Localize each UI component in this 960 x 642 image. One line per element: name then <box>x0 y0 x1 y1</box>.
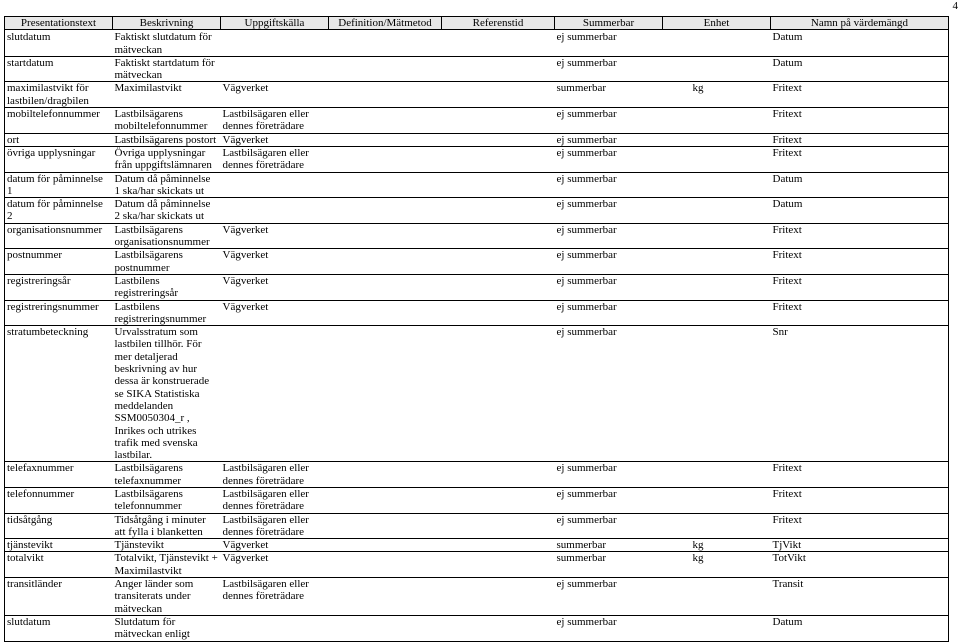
table-row <box>5 56 949 82</box>
cell-summerbar: ej summerbar <box>556 223 617 236</box>
cell-summerbar: ej summerbar <box>556 198 617 211</box>
cell-definition <box>329 539 442 552</box>
table-row <box>5 223 949 249</box>
cell-referenstid <box>442 146 555 172</box>
cell-definition <box>329 578 442 616</box>
cell-enhet <box>663 133 771 146</box>
cell-namn-pa-vardemangd: Fritext <box>771 513 949 539</box>
cell-enhet <box>663 198 771 224</box>
cell-uppgiftskalla <box>221 172 329 198</box>
cell-enhet <box>663 462 771 488</box>
cell-presentationstext: slutdatum <box>5 30 113 57</box>
header-referenstid: Referenstid <box>442 17 555 30</box>
cell-namn-pa-vardemangd: TotVikt <box>771 552 949 578</box>
cell-enhet <box>663 487 771 513</box>
cell-uppgiftskalla: Vägverket <box>222 82 269 95</box>
cell-uppgiftskalla <box>221 30 329 57</box>
cell-summerbar: ej summerbar <box>556 172 617 185</box>
cell-enhet <box>663 274 771 300</box>
cell-definition <box>329 487 442 513</box>
cell-referenstid <box>442 172 555 198</box>
cell-namn-pa-vardemangd: Fritext <box>771 300 949 326</box>
cell-presentationstext: telefaxnummer <box>5 462 113 488</box>
cell-uppgiftskalla <box>221 326 329 462</box>
cell-summerbar: summerbar <box>556 82 606 95</box>
cell-namn-pa-vardemangd: Fritext <box>771 249 949 275</box>
cell-namn-pa-vardemangd: Fritext <box>771 108 949 134</box>
cell-summerbar: ej summerbar <box>556 108 617 121</box>
cell-presentationstext: datum för påminnelse 2 <box>5 198 113 224</box>
cell-enhet <box>663 56 771 82</box>
cell-uppgiftskalla <box>221 615 329 641</box>
cell-presentationstext: stratumbeteckning <box>5 326 113 462</box>
cell-beskrivning: Faktiskt startdatum för mätveckan <box>114 56 215 82</box>
cell-referenstid <box>442 198 555 224</box>
cell-namn-pa-vardemangd: Datum <box>771 198 949 224</box>
cell-uppgiftskalla: Vägverket <box>222 539 269 552</box>
cell-uppgiftskalla <box>221 56 329 82</box>
cell-uppgiftskalla <box>221 198 329 224</box>
cell-enhet <box>663 249 771 275</box>
cell-referenstid <box>442 487 555 513</box>
cell-uppgiftskalla: Lastbilsägaren eller dennes företrädare <box>222 578 309 603</box>
cell-beskrivning: Faktiskt slutdatum för mätveckan <box>114 31 212 56</box>
cell-presentationstext: startdatum <box>5 56 113 82</box>
cell-beskrivning: Slutdatum för mätveckan enligt <box>114 615 190 641</box>
cell-referenstid <box>442 552 555 578</box>
cell-beskrivning: Lastbilsägarens telefaxnummer <box>114 462 183 487</box>
table-row <box>5 146 949 172</box>
cell-namn-pa-vardemangd: Transit <box>771 578 949 616</box>
cell-beskrivning: Övriga upplysningar från uppgiftslämnaren <box>114 146 212 172</box>
cell-enhet <box>663 615 771 641</box>
table-row <box>5 513 949 539</box>
cell-beskrivning: Lastbilsägarens postnummer <box>114 249 183 274</box>
cell-summerbar: ej summerbar <box>556 326 617 339</box>
header-definition: Definition/Mätmetod <box>329 17 442 30</box>
cell-uppgiftskalla: Lastbilsägaren eller dennes företrädare <box>222 462 309 487</box>
cell-summerbar: summerbar <box>556 539 606 552</box>
header-presentationstext: Presentationstext <box>5 17 113 30</box>
cell-uppgiftskalla: Vägverket <box>222 223 269 236</box>
cell-enhet <box>663 578 771 616</box>
cell-beskrivning: Datum då påminnelse 1 ska/har skickats ut <box>114 172 211 197</box>
table-row <box>5 615 949 641</box>
cell-summerbar: ej summerbar <box>556 487 617 500</box>
cell-namn-pa-vardemangd: Datum <box>771 56 949 82</box>
table-row <box>5 326 949 462</box>
cell-summerbar: summerbar <box>556 552 606 565</box>
table-row <box>5 30 949 57</box>
table-row <box>5 172 949 198</box>
cell-namn-pa-vardemangd: Datum <box>771 30 949 57</box>
cell-beskrivning: Maximilastvikt <box>114 82 182 95</box>
cell-namn-pa-vardemangd: Datum <box>771 172 949 198</box>
cell-definition <box>329 82 442 108</box>
table-row <box>5 300 949 326</box>
cell-definition <box>329 300 442 326</box>
cell-beskrivning: Lastbilsägarens organisationsnummer <box>114 223 210 249</box>
cell-beskrivning: Lastbilens registreringsår <box>114 274 179 300</box>
cell-namn-pa-vardemangd: Datum <box>771 615 949 641</box>
cell-summerbar: ej summerbar <box>556 133 617 146</box>
cell-enhet <box>663 108 771 134</box>
table-row <box>5 539 949 552</box>
cell-summerbar: ej summerbar <box>556 146 617 159</box>
cell-summerbar: ej summerbar <box>556 300 617 313</box>
cell-namn-pa-vardemangd: Fritext <box>771 223 949 249</box>
table-row <box>5 552 949 578</box>
cell-presentationstext: slutdatum <box>5 615 113 641</box>
header-namn-pa-vardemangd: Namn på värdemängd <box>771 17 949 30</box>
cell-referenstid <box>442 274 555 300</box>
table-row <box>5 198 949 224</box>
cell-definition <box>329 133 442 146</box>
cell-definition <box>329 462 442 488</box>
cell-definition <box>329 146 442 172</box>
cell-referenstid <box>442 30 555 57</box>
cell-definition <box>329 274 442 300</box>
cell-definition <box>329 326 442 462</box>
cell-referenstid <box>442 223 555 249</box>
cell-beskrivning: Datum då påminnelse 2 ska/har skickats ut <box>114 198 211 223</box>
cell-uppgiftskalla: Vägverket <box>222 249 269 262</box>
cell-uppgiftskalla: Vägverket <box>222 552 269 565</box>
cell-presentationstext: organisationsnummer <box>5 223 113 249</box>
header-enhet: Enhet <box>663 17 771 30</box>
table-row <box>5 108 949 134</box>
cell-namn-pa-vardemangd: TjVikt <box>771 539 949 552</box>
cell-definition <box>329 223 442 249</box>
cell-namn-pa-vardemangd: Fritext <box>771 133 949 146</box>
cell-presentationstext: registreringsnummer <box>5 300 113 326</box>
cell-uppgiftskalla: Vägverket <box>222 274 269 287</box>
cell-presentationstext: övriga upplysningar <box>5 146 113 172</box>
cell-beskrivning: Lastbilsägarens telefonnummer <box>114 487 183 513</box>
cell-definition <box>329 249 442 275</box>
cell-namn-pa-vardemangd: Fritext <box>771 487 949 513</box>
cell-summerbar: ej summerbar <box>556 31 617 44</box>
cell-referenstid <box>442 108 555 134</box>
cell-enhet: kg <box>692 539 704 552</box>
cell-namn-pa-vardemangd: Fritext <box>771 146 949 172</box>
cell-namn-pa-vardemangd: Fritext <box>771 274 949 300</box>
cell-enhet <box>663 223 771 249</box>
cell-definition <box>329 198 442 224</box>
cell-enhet: kg <box>692 82 704 95</box>
cell-referenstid <box>442 578 555 616</box>
cell-presentationstext: mobiltelefonnummer <box>5 108 113 134</box>
table-row <box>5 462 949 488</box>
cell-referenstid <box>442 539 555 552</box>
table-row <box>5 249 949 275</box>
header-uppgiftskalla: Uppgiftskälla <box>221 17 329 30</box>
cell-referenstid <box>442 133 555 146</box>
cell-presentationstext: datum för påminnelse 1 <box>5 172 113 198</box>
table-row <box>5 82 949 108</box>
cell-namn-pa-vardemangd: Snr <box>771 326 949 462</box>
cell-uppgiftskalla: Lastbilsägaren eller dennes företrädare <box>222 487 309 513</box>
cell-beskrivning: Lastbilsägarens mobiltelefonnummer <box>114 108 208 133</box>
cell-namn-pa-vardemangd: Fritext <box>771 82 949 108</box>
table-header-row <box>5 17 949 30</box>
cell-summerbar: ej summerbar <box>556 249 617 262</box>
cell-uppgiftskalla: Lastbilsägaren eller dennes företrädare <box>222 146 309 172</box>
cell-beskrivning: Lastbilens registreringsnummer <box>114 300 207 325</box>
cell-presentationstext: transitländer <box>5 578 113 616</box>
table-row <box>5 274 949 300</box>
cell-beskrivning: Lastbilsägarens postort <box>114 133 217 146</box>
table-row <box>5 578 949 616</box>
variable-definition-table <box>4 16 949 642</box>
header-summerbar: Summerbar <box>555 17 663 30</box>
cell-presentationstext: telefonnummer <box>5 487 113 513</box>
cell-definition <box>329 108 442 134</box>
cell-summerbar: ej summerbar <box>556 274 617 287</box>
cell-presentationstext: ort <box>5 133 113 146</box>
cell-referenstid <box>442 300 555 326</box>
cell-enhet: kg <box>692 552 704 565</box>
cell-uppgiftskalla: Vägverket <box>222 133 269 146</box>
cell-presentationstext: tjänstevikt <box>5 539 113 552</box>
cell-presentationstext: registreringsår <box>5 274 113 300</box>
cell-beskrivning: Tidsåtgång i minuter att fylla i blanketten <box>114 513 206 538</box>
cell-referenstid <box>442 615 555 641</box>
header-beskrivning: Beskrivning <box>113 17 221 30</box>
cell-enhet <box>663 172 771 198</box>
cell-namn-pa-vardemangd: Fritext <box>771 462 949 488</box>
cell-definition <box>329 56 442 82</box>
table-row <box>5 487 949 513</box>
cell-summerbar: ej summerbar <box>556 578 617 591</box>
cell-definition <box>329 513 442 539</box>
cell-enhet <box>663 146 771 172</box>
cell-referenstid <box>442 326 555 462</box>
cell-beskrivning: Totalvikt, Tjänstevikt + Maximilastvikt <box>114 552 218 577</box>
table-row <box>5 133 949 146</box>
cell-referenstid <box>442 513 555 539</box>
page-number: 4 <box>952 0 958 12</box>
cell-definition <box>329 552 442 578</box>
cell-summerbar: ej summerbar <box>556 513 617 526</box>
cell-enhet <box>663 30 771 57</box>
cell-beskrivning: Anger länder som transiterats under mätveckan <box>114 578 194 615</box>
cell-referenstid <box>442 56 555 82</box>
cell-summerbar: ej summerbar <box>556 462 617 475</box>
cell-presentationstext: postnummer <box>5 249 113 275</box>
cell-uppgiftskalla: Lastbilsägaren eller dennes företrädare <box>222 513 309 538</box>
cell-definition <box>329 30 442 57</box>
cell-referenstid <box>442 82 555 108</box>
cell-referenstid <box>442 249 555 275</box>
cell-uppgiftskalla: Lastbilsägaren eller dennes företrädare <box>222 108 309 133</box>
cell-beskrivning: Urvalsstratum som lastbilen tillhör. För mer detaljerad beskrivning av hur dessa är konstruerade se SIKA Statistiska meddelanden SSM0050304_r , Inrikes och utrikes trafik med svenska lastbilar. <box>114 326 210 462</box>
cell-summerbar: ej summerbar <box>556 615 617 628</box>
cell-enhet <box>663 300 771 326</box>
cell-presentationstext: maximilastvikt för lastbilen/dragbilen <box>5 82 113 108</box>
cell-summerbar: ej summerbar <box>556 56 617 69</box>
cell-uppgiftskalla: Vägverket <box>222 300 269 313</box>
cell-presentationstext: totalvikt <box>5 552 113 578</box>
cell-enhet <box>663 326 771 462</box>
cell-definition <box>329 172 442 198</box>
cell-referenstid <box>442 462 555 488</box>
cell-presentationstext: tidsåtgång <box>5 513 113 539</box>
cell-definition <box>329 615 442 641</box>
cell-beskrivning: Tjänstevikt <box>114 539 164 552</box>
cell-enhet <box>663 513 771 539</box>
